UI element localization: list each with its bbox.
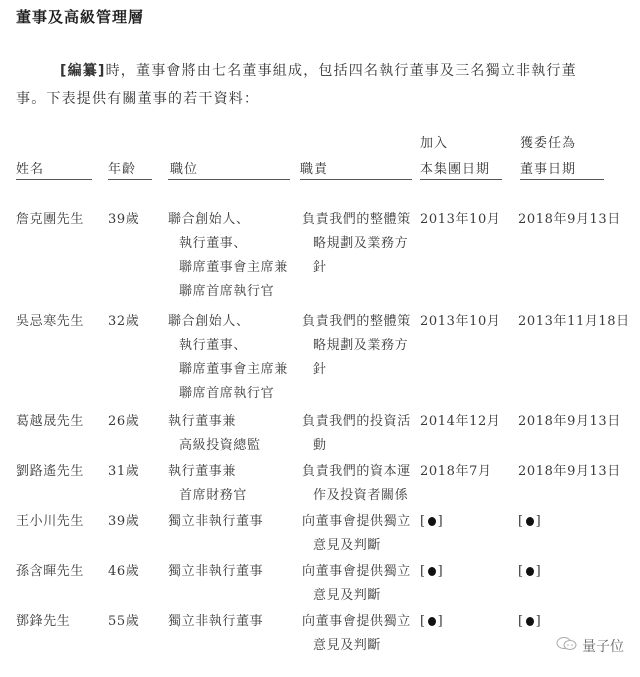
position-line: 聯合創始人、 (168, 314, 250, 329)
duties-line: 意見及判斷 (313, 588, 382, 603)
row-0-duties (302, 208, 411, 280)
intro-paragraph-line2: 事。下表提供有關董事的若干資料： (16, 91, 260, 107)
row-6-appoint-date-placeholder: [ ] (518, 614, 542, 629)
row-2-appoint-date: 2018年9月13日 (518, 414, 621, 429)
duties-line: 意見及判斷 (313, 538, 382, 553)
redacted-bullet-icon (526, 517, 534, 526)
row-3-age: 31歲 (108, 464, 140, 479)
wechat-icon (556, 636, 578, 656)
row-6-name: 鄧鋒先生 (16, 614, 71, 629)
header-appoint-date-line1: 獲委任為 (520, 136, 577, 151)
row-4-join-date-placeholder: [ ] (420, 514, 444, 529)
row-6-position: 獨立非執行董事 (168, 614, 264, 629)
row-2-name: 葛越晟先生 (16, 414, 85, 429)
position-line: 聯席首席執行官 (179, 284, 275, 299)
row-0-join-date: 2013年10月 (420, 212, 501, 227)
position-line: 執行董事兼 (168, 464, 237, 479)
duties-line: 負責我們的資本運 (302, 464, 411, 479)
row-0-name: 詹克團先生 (16, 212, 85, 227)
redacted-bullet-icon (526, 617, 534, 626)
row-5-name: 孫含暉先生 (16, 564, 85, 579)
row-0-age: 39歲 (108, 212, 140, 227)
header-name: 姓名 (16, 162, 45, 177)
row-3-name: 劉路遙先生 (16, 464, 85, 479)
row-3-join-date: 2018年7月 (420, 464, 492, 479)
row-1-age: 32歲 (108, 314, 140, 329)
header-underline-age (108, 179, 152, 180)
row-3-position (168, 460, 247, 508)
header-age: 年齡 (108, 162, 137, 177)
row-2-duties (302, 410, 411, 458)
header-join-date-line1: 加入 (420, 136, 449, 151)
row-4-duties (302, 510, 411, 558)
redacted-bullet-icon (428, 517, 436, 526)
row-1-duties (302, 310, 411, 382)
row-2-join-date: 2014年12月 (420, 414, 501, 429)
duties-line: 向董事會提供獨立 (302, 564, 411, 579)
redacted-bullet-icon (428, 567, 436, 576)
row-3-appoint-date: 2018年9月13日 (518, 464, 621, 479)
header-underline-appoint-date (520, 179, 604, 180)
header-join-date-line2: 本集團日期 (420, 162, 491, 177)
section-title: 董事及高級管理層 (16, 8, 145, 26)
row-1-appoint-date: 2013年11月18日 (518, 314, 630, 329)
duties-line: 向董事會提供獨立 (302, 514, 411, 529)
watermark (556, 636, 624, 656)
position-line: 聯合創始人、 (168, 212, 250, 227)
row-6-age: 55歲 (108, 614, 140, 629)
header-appoint-date-line2: 董事日期 (520, 162, 577, 177)
header-underline-duties (300, 179, 412, 180)
redacted-prefix: [編纂] (60, 63, 106, 79)
duties-line: 針 (313, 260, 327, 275)
row-3-duties (302, 460, 411, 508)
duties-line: 作及投資者關係 (313, 488, 409, 503)
duties-line: 負責我們的整體策 (302, 212, 411, 227)
position-line: 首席財務官 (179, 488, 248, 503)
header-duties: 職責 (300, 162, 329, 177)
position-line: 執行董事兼 (168, 414, 237, 429)
duties-line: 負責我們的投資活 (302, 414, 411, 429)
row-0-appoint-date: 2018年9月13日 (518, 212, 621, 227)
position-line: 高級投資總監 (179, 438, 261, 453)
row-4-name: 王小川先生 (16, 514, 85, 529)
header-underline-name (16, 179, 92, 180)
watermark-text: 量子位 (582, 639, 624, 655)
duties-line: 略規劃及業務方 (313, 338, 409, 353)
position-line: 聯席董事會主席兼 (179, 362, 288, 377)
duties-line: 負責我們的整體策 (302, 314, 411, 329)
header-underline-position (168, 179, 290, 180)
position-line: 執行董事、 (179, 338, 248, 353)
header-underline-join-date (420, 179, 502, 180)
position-line: 聯席首席執行官 (179, 386, 275, 401)
redacted-bullet-icon (428, 617, 436, 626)
duties-line: 意見及判斷 (313, 638, 382, 653)
redacted-bullet-icon (526, 567, 534, 576)
row-5-position: 獨立非執行董事 (168, 564, 264, 579)
row-5-appoint-date-placeholder: [ ] (518, 564, 542, 579)
intro-text: 時，董事會將由七名董事組成，包括四名執行董事及三名獨立非執行董 (105, 63, 577, 79)
row-0-position (168, 208, 288, 304)
row-5-join-date-placeholder: [ ] (420, 564, 444, 579)
position-line: 聯席董事會主席兼 (179, 260, 288, 275)
row-5-age: 46歲 (108, 564, 140, 579)
row-6-join-date-placeholder: [ ] (420, 614, 444, 629)
row-4-age: 39歲 (108, 514, 140, 529)
row-1-name: 吳忌寒先生 (16, 314, 85, 329)
duties-line: 略規劃及業務方 (313, 236, 409, 251)
intro-paragraph-line1 (16, 60, 616, 80)
position-line: 執行董事、 (179, 236, 248, 251)
row-4-appoint-date-placeholder: [ ] (518, 514, 542, 529)
header-position: 職位 (170, 162, 199, 177)
row-1-position (168, 310, 288, 406)
row-2-position (168, 410, 261, 458)
row-4-position: 獨立非執行董事 (168, 514, 264, 529)
row-5-duties (302, 560, 411, 608)
duties-line: 向董事會提供獨立 (302, 614, 411, 629)
duties-line: 針 (313, 362, 327, 377)
row-1-join-date: 2013年10月 (420, 314, 501, 329)
row-6-duties (302, 610, 411, 658)
duties-line: 動 (313, 438, 327, 453)
row-2-age: 26歲 (108, 414, 140, 429)
